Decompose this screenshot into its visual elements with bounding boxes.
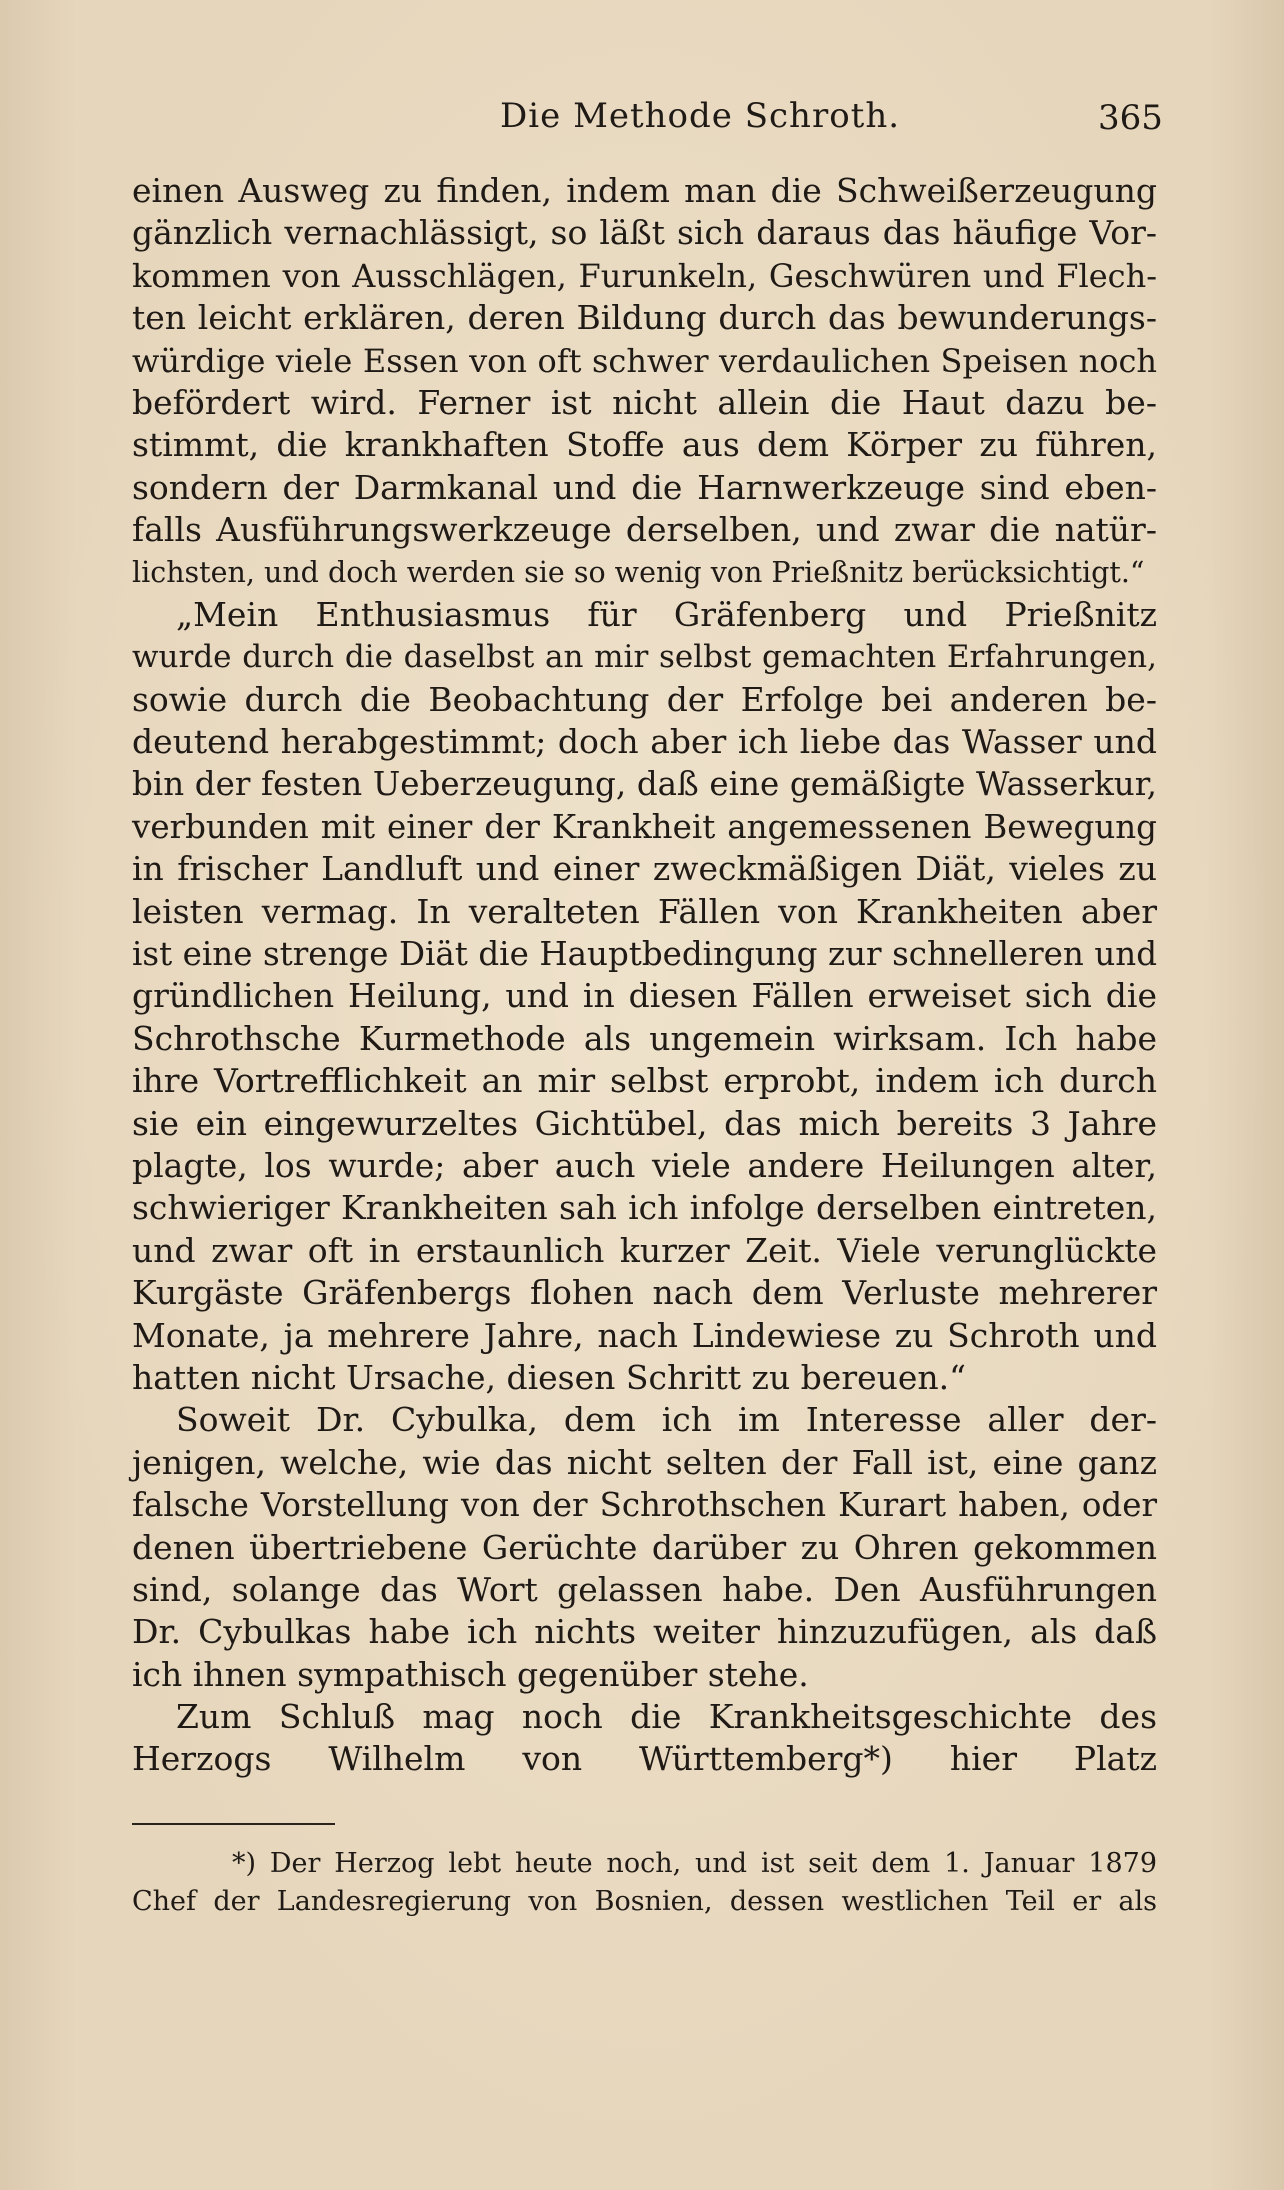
footnote: [132, 1845, 1157, 1921]
paragraph-end-line: hatten nicht Ursache, diesen Schritt zu bereuen.“: [132, 1357, 967, 1397]
text-line: jenigen, welche, wie das nicht selten der Fall ist, eine ganz: [132, 1442, 1157, 1482]
text-line: wurde durch die daselbst an mir selbst gemachten Erfahrungen,: [132, 639, 1157, 676]
body-text: [132, 170, 1157, 1781]
text-line: bin der festen Ueberzeugung, daß eine gemäßigte Wasserkur,: [132, 765, 1157, 804]
text-line: Monate, ja mehrere Jahre, nach Lindewiese zu Schroth und: [132, 1315, 1157, 1355]
text-line: Kurgäste Gräfenbergs flohen nach dem Verluste mehrerer: [132, 1273, 1157, 1313]
text-line: falsche Vorstellung von der Schrothschen Kurart haben, oder: [132, 1486, 1157, 1525]
text-line: würdige viele Essen von oft schwer verdaulichen Speisen noch: [132, 341, 1157, 380]
paragraph-end-line: ich ihnen sympathisch gegenüber stehe.: [132, 1654, 809, 1694]
paragraph-end-line: lichsten, und doch werden sie so wenig von Prießnitz berücksichtigt.“: [132, 555, 1145, 589]
text-line: stimmt, die krankhaften Stoffe aus dem Körper zu führen,: [132, 425, 1157, 465]
text-line: Dr. Cybulkas habe ich nichts weiter hinzuzufügen, als daß: [132, 1612, 1157, 1652]
paragraph-start-line: Zum Schluß mag noch die Krankheitsgeschichte des: [176, 1697, 1157, 1737]
text-line: verbunden mit einer der Krankheit angemessenen Bewegung: [132, 807, 1157, 846]
text-line: sie ein eingewurzeltes Gichtübel, das mich bereits 3 Jahre: [132, 1103, 1157, 1143]
text-line: ten leicht erklären, deren Bildung durch das bewunderungs-: [132, 298, 1157, 338]
text-line: befördert wird. Ferner ist nicht allein die Haut dazu be-: [132, 382, 1157, 422]
page-number: 365: [1098, 98, 1163, 138]
text-line: einen Ausweg zu finden, indem man die Schweißerzeugung: [132, 171, 1157, 210]
text-line: ihre Vortrefflichkeit an mir selbst erprobt, indem ich durch: [132, 1061, 1157, 1101]
text-line: gründlichen Heilung, und in diesen Fällen erweiset sich die: [132, 976, 1157, 1016]
paragraph-start-line: Soweit Dr. Cybulka, dem ich im Interesse aller der-: [176, 1400, 1157, 1440]
text-line: in frischer Landluft und einer zweckmäßigen Diät, vieles zu: [132, 849, 1157, 889]
text-line: plagte, los wurde; aber auch viele andere Heilungen alter,: [132, 1145, 1157, 1185]
footnote-divider: [132, 1823, 335, 1825]
text-line: denen übertriebene Gerüchte darüber zu Ohren gekommen: [132, 1527, 1157, 1567]
text-line: schwieriger Krankheiten sah ich infolge derselben eintreten,: [132, 1188, 1157, 1228]
text-line: sowie durch die Beobachtung der Erfolge bei anderen be-: [132, 679, 1157, 719]
footnote-line: *) Der Herzog lebt heute noch, und ist seit dem 1. Januar 1879: [232, 1848, 1157, 1879]
text-line: deutend herabgestimmt; doch aber ich liebe das Wasser und: [132, 722, 1157, 762]
text-line: gänzlich vernachlässigt, so läßt sich daraus das häufige Vor-: [132, 213, 1157, 253]
text-line: falls Ausführungswerkzeuge derselben, und zwar die natür-: [132, 510, 1157, 550]
text-line: sondern der Darmkanal und die Harnwerkzeuge sind eben-: [132, 467, 1157, 507]
running-title: Die Methode Schroth.: [500, 96, 901, 136]
text-line: sind, solange das Wort gelassen habe. Den Ausführungen: [132, 1569, 1157, 1609]
text-line: kommen von Ausschlägen, Furunkeln, Geschwüren und Flech-: [132, 256, 1157, 295]
paragraph-start-line: „Mein Enthusiasmus für Gräfenberg und Prießnitz: [176, 594, 1157, 634]
text-line: Schrothsche Kurmethode als ungemein wirksam. Ich habe: [132, 1018, 1157, 1058]
text-line: und zwar oft in erstaunlich kurzer Zeit. Viele verunglückte: [132, 1230, 1157, 1270]
text-line: ist eine strenge Diät die Hauptbedingung zur schnelleren und: [132, 935, 1157, 974]
text-line: Herzogs Wilhelm von Württemberg*) hier Platz: [132, 1739, 1157, 1779]
footnote-line: Chef der Landesregierung von Bosnien, dessen westlichen Teil er als: [132, 1886, 1157, 1917]
text-line: leisten vermag. In veralteten Fällen von Krankheiten aber: [132, 891, 1157, 931]
